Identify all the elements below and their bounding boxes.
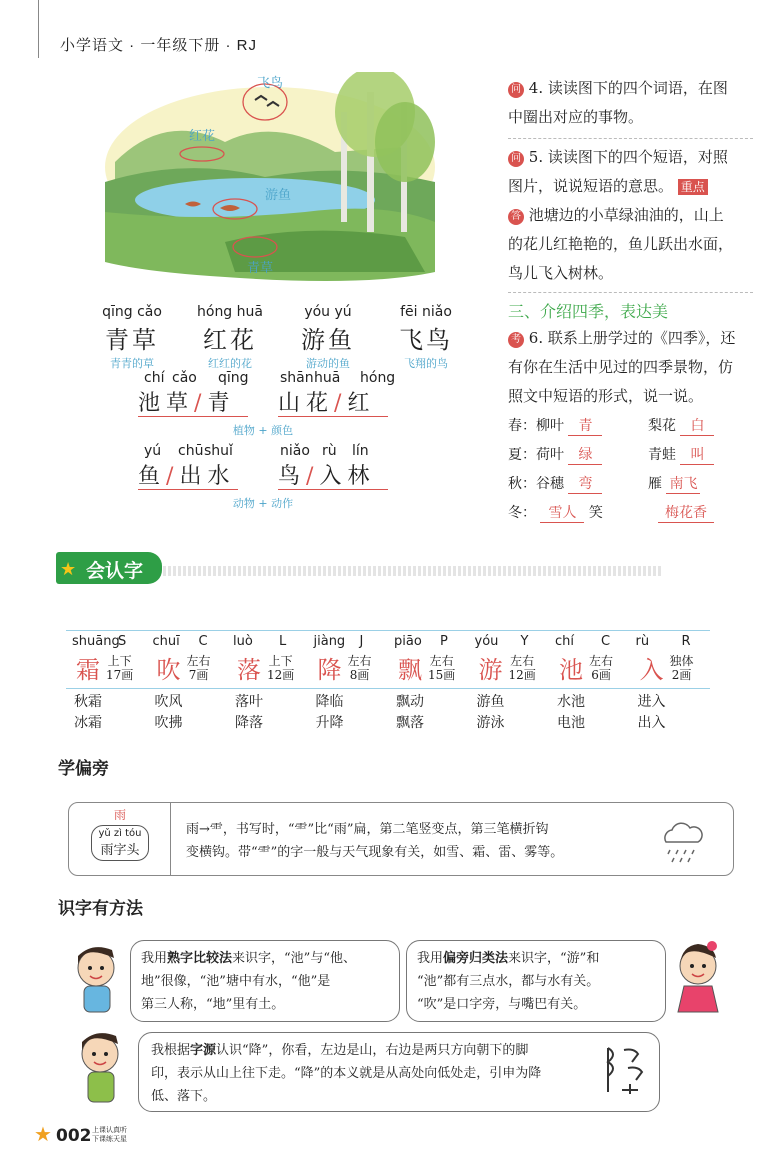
season-answer: 白 [680, 415, 714, 436]
bubble-radical-method [406, 940, 666, 1022]
char-pinyin: shuāng [72, 634, 120, 649]
method-name: 字源 [190, 1043, 217, 1058]
bubble-text-part: 印，表示从山上往下走。“降”的本义就是从高处向低处走，引申为降 [151, 1066, 542, 1081]
key-point-tag: 重点 [678, 179, 708, 195]
label-bird: 飞鸟 [257, 76, 284, 91]
word-item [92, 304, 172, 371]
phrase-pinyin: rù [322, 443, 337, 459]
char-strokes: 15画 [428, 668, 456, 682]
char-info [509, 654, 536, 682]
rain-cloud-icon [660, 816, 704, 866]
section-title: 三、介绍四季，表达美 [508, 304, 669, 321]
char-glyph: 入 [639, 656, 664, 684]
char-word: 飘落 [396, 715, 424, 731]
header-title: 小学语文 · 一年级下册 · RJ [60, 37, 257, 54]
banner-title: 会认字 [86, 560, 144, 582]
answer-line1: 池塘边的小草绿油油的，山上 [528, 206, 724, 224]
phrase-char: 出 [179, 464, 202, 489]
char-word: 飘动 [396, 694, 424, 710]
phrase-pinyin: huā [314, 370, 341, 386]
bubble-text-part: 我根据 [151, 1043, 191, 1058]
char-glyph: 落 [237, 656, 261, 684]
word-gloss: 飞翔的鸟 [404, 357, 448, 370]
right-column [508, 74, 753, 535]
bubble-text-part: 认识“降”，你看，左边是山，右边是两只方向朝下的脚 [216, 1043, 529, 1058]
phrase-char: 池 [138, 391, 161, 416]
char-letter: Y [520, 634, 529, 649]
phrase-char: 红 [347, 391, 370, 416]
phrase-char: 鸟 [278, 464, 301, 489]
bubble-text-part: 第三人称，“地”里有土。 [141, 997, 285, 1012]
season-prefix: 雁 [648, 476, 662, 492]
q4-line1: 4. 读读图下的四个词语，在图 [528, 79, 728, 97]
season-list [508, 415, 753, 535]
slash: / [334, 391, 342, 416]
phrase-pinyin: niǎo [280, 443, 310, 459]
bubble-text-part: 来识字，“池”与“他、 [232, 951, 356, 966]
divider [508, 138, 753, 139]
word-hanzi: 游鱼 [301, 326, 355, 354]
word-hanzi: 红花 [203, 326, 257, 354]
season-prefix: 春：柳叶 [508, 418, 564, 434]
phrase-pinyin: chí [144, 370, 165, 386]
char-glyph: 霜 [76, 656, 100, 684]
radical-name: 雨字头 [100, 843, 140, 858]
char-glyph: 游 [478, 656, 503, 684]
char-word: 降临 [315, 694, 344, 710]
footer-slogan [92, 1126, 127, 1144]
season-row-winter [508, 502, 603, 523]
q6-line1: 6. 联系上册学过的《四季》，还 [528, 329, 736, 347]
slash: / [166, 464, 174, 489]
girl-avatar [668, 938, 728, 1018]
season-row-winter-right [658, 502, 714, 523]
word-hanzi: 飞鸟 [399, 326, 453, 354]
phrase-pinyin: lín [352, 443, 369, 459]
char-word: 出入 [637, 715, 666, 731]
char-info [348, 654, 372, 682]
answer-line3: 鸟儿飞入树林。 [508, 264, 614, 282]
char-pinyin: chí [555, 634, 574, 649]
star-icon: ★ [60, 559, 77, 580]
char-strokes: 12画 [267, 668, 295, 682]
char-words [477, 692, 505, 734]
page-number: 002 [56, 1126, 92, 1146]
boy-avatar [68, 940, 128, 1020]
phrase-pinyin: yú [144, 443, 162, 459]
char-structure: 左右 [510, 654, 535, 668]
season-answer: 雪人 [540, 502, 584, 523]
question-icon: 问 [508, 151, 524, 167]
phrase-char: 水 [207, 464, 230, 489]
char-info [106, 654, 133, 682]
radical-label [72, 806, 168, 861]
char-pinyin: piāo [394, 634, 422, 649]
question-5 [508, 143, 753, 288]
char-letter: L [279, 634, 287, 649]
char-strokes: 17画 [106, 668, 134, 682]
phrase-char: 入 [319, 464, 342, 489]
char-word: 吹拂 [154, 715, 183, 731]
footer-slogan-line: 上课认真听 [92, 1126, 127, 1134]
char-pinyin: rù [635, 634, 650, 649]
char-strokes: 8画 [349, 668, 370, 682]
radical-line: 变横钩。带“⻗”的字一般与天气现象有关，如雪、霜、雷、雾等。 [186, 845, 564, 860]
char-words [638, 692, 666, 734]
season-answer: 弯 [568, 473, 602, 494]
label-fish: 游鱼 [265, 188, 292, 203]
char-glyph: 飘 [398, 656, 422, 684]
word-row-3 [138, 443, 398, 513]
char-word: 落叶 [235, 694, 263, 710]
season-row-autumn [508, 473, 602, 494]
phrase-animal-action [278, 459, 388, 490]
q4-line2: 中圈出对应的事物。 [508, 108, 644, 126]
season-prefix: 冬： [508, 505, 536, 521]
char-word: 冰霜 [74, 715, 102, 731]
char-word: 电池 [557, 715, 585, 731]
season-prefix: 秋：谷穗 [508, 476, 564, 492]
char-pinyin: luò [233, 634, 253, 649]
char-info [267, 654, 294, 682]
char-word: 秋霜 [74, 694, 102, 710]
phrase-char: 林 [347, 464, 370, 489]
char-structure: 上下 [107, 654, 132, 668]
season-answer: 梅花香 [658, 502, 714, 523]
word-gloss: 青青的草 [110, 357, 154, 370]
bubble-text-part: “吹”是口字旁，与嘴巴有关。 [417, 997, 587, 1012]
word-item [288, 304, 368, 371]
bubble-text-part: 我用 [141, 951, 168, 966]
char-glyph: 池 [559, 656, 583, 684]
bubble-text-part: 来识字，“游”和 [508, 951, 600, 966]
bubble-text-part: 低、落下。 [151, 1089, 217, 1104]
char-info [428, 654, 455, 682]
method-heading: 识字有方法 [58, 899, 143, 919]
word-row-2 [138, 370, 398, 440]
phrase-char: 青 [207, 391, 230, 416]
char-letter: R [681, 634, 691, 649]
table-rule [66, 630, 710, 631]
method-name: 偏旁归类法 [443, 951, 509, 966]
answer-line2: 的花儿红艳艳的，鱼儿跃出水面， [508, 235, 734, 253]
word-pinyin: fēi niǎo [400, 304, 452, 320]
pond-illustration [105, 72, 435, 287]
char-letter: S [118, 634, 127, 649]
divider [508, 292, 753, 293]
char-structure: 左右 [186, 654, 211, 668]
q5-line1: 5. 读读图下的四个短语，对照 [528, 148, 728, 166]
char-word: 游泳 [476, 715, 505, 731]
phrase-plant-color [138, 386, 248, 417]
char-pinyin: jiàng [313, 634, 346, 649]
char-table [66, 634, 710, 734]
word-gloss: 红红的花 [208, 357, 252, 370]
radical-pinyin: yǔ zì tóu [98, 828, 142, 839]
season-answer: 南飞 [666, 473, 700, 494]
radical-name-pill [91, 825, 148, 861]
radical-divider [170, 802, 171, 876]
season-row-autumn-right [648, 473, 700, 494]
char-structure: 左右 [589, 654, 614, 668]
char-word: 进入 [637, 694, 666, 710]
season-suffix: 笑 [588, 505, 603, 521]
phrase-caption: 植物 + 颜色 [232, 424, 294, 437]
word-hanzi: 青草 [105, 326, 159, 354]
char-words [396, 692, 424, 734]
char-strokes: 12画 [508, 668, 536, 682]
phrase-pinyin: shuǐ [204, 443, 233, 459]
season-prefix: 青蛙 [648, 447, 676, 463]
radical-heading: 学偏旁 [58, 759, 109, 779]
char-word: 水池 [557, 694, 585, 710]
season-answer: 叫 [680, 444, 714, 465]
char-info [670, 654, 694, 682]
banner-stripe [158, 566, 662, 576]
char-words [74, 692, 102, 734]
char-pinyin: yóu [474, 634, 499, 649]
word-item [386, 304, 466, 371]
answer-icon: 答 [508, 209, 524, 225]
word-pinyin: qīng cǎo [102, 304, 162, 320]
char-words [316, 692, 344, 734]
phrase-char: 花 [306, 391, 329, 416]
phrase-pinyin: shān [280, 370, 314, 386]
char-glyph: 降 [317, 656, 342, 684]
char-info [589, 654, 613, 682]
bubble-text [139, 1033, 659, 1114]
bubble-etymology-method [138, 1032, 660, 1112]
footer-star-icon: ★ [34, 1122, 52, 1146]
word-pinyin: yóu yú [304, 304, 352, 320]
char-strokes: 7画 [188, 668, 209, 682]
season-row-spring [508, 415, 602, 436]
char-word: 游鱼 [476, 694, 505, 710]
radical-line: 雨→⻗，书写时，“⻗”比“雨”扁，第二笔竖变点，第三笔横折钩 [186, 822, 549, 837]
char-structure: 上下 [268, 654, 293, 668]
char-letter: C [198, 634, 208, 649]
radical-explanation [186, 818, 656, 864]
phrase-char: 草 [166, 391, 189, 416]
word-item [190, 304, 270, 371]
char-words [155, 692, 183, 734]
phrase-pinyin: qīng [218, 370, 249, 386]
char-glyph: 吹 [156, 656, 181, 684]
label-grass: 青草 [247, 261, 274, 276]
header-rule [38, 0, 39, 58]
word-row-1 [92, 304, 492, 368]
char-letter: J [359, 634, 364, 649]
q6-line2: 有你在生活中见过的四季景物，仿 [508, 358, 734, 376]
season-row-summer [508, 444, 602, 465]
phrase-pinyin: hóng [360, 370, 396, 386]
char-letter: P [440, 634, 448, 649]
word-pinyin: hóng huā [197, 304, 263, 320]
bubble-compare-method [130, 940, 400, 1022]
phrase-plant-color [278, 386, 388, 417]
char-word: 降落 [235, 715, 263, 731]
bubble-text-part: 我用 [417, 951, 444, 966]
radical-glyph: 雨 [113, 808, 126, 822]
bubble-text [407, 941, 665, 1022]
boy-avatar-2 [72, 1026, 132, 1110]
question-icon: 考 [508, 332, 524, 348]
char-words [235, 692, 263, 734]
char-structure: 独体 [669, 654, 694, 668]
slash: / [194, 391, 202, 416]
method-name: 熟字比较法 [167, 951, 233, 966]
bubble-text-part: “池”都有三点水，都与水有关。 [417, 974, 600, 989]
phrase-pinyin: chū [178, 443, 204, 459]
char-structure: 左右 [347, 654, 372, 668]
phrase-animal-action [138, 459, 238, 490]
phrase-pinyin: cǎo [172, 370, 197, 386]
char-letter: C [601, 634, 611, 649]
phrase-caption: 动物 + 动作 [232, 497, 294, 510]
question-4 [508, 74, 753, 132]
char-info [187, 654, 211, 682]
char-structure: 左右 [429, 654, 454, 668]
char-strokes: 2画 [671, 668, 692, 682]
q5-line2: 图片，说说短语的意思。 [508, 177, 674, 195]
season-answer: 绿 [568, 444, 602, 465]
season-row-summer-right [648, 444, 714, 465]
char-word: 升降 [315, 715, 344, 731]
char-strokes: 6画 [591, 668, 611, 682]
question-6 [508, 324, 753, 411]
phrase-char: 鱼 [138, 464, 161, 489]
footer-slogan-line: 下课练天星 [92, 1135, 127, 1143]
bubble-text [131, 941, 399, 1022]
ancient-jiang-glyph-icon [600, 1040, 650, 1100]
phrase-char: 山 [278, 391, 301, 416]
char-pinyin: chuī [152, 634, 180, 649]
season-prefix: 梨花 [648, 418, 676, 434]
season-row-spring-right [648, 415, 714, 436]
char-words [557, 692, 585, 734]
slash: / [306, 464, 314, 489]
season-answer: 青 [568, 415, 602, 436]
question-icon: 问 [508, 82, 524, 98]
word-gloss: 游动的鱼 [306, 357, 350, 370]
bubble-text-part: 地”很像，“池”塘中有水，“他”是 [141, 974, 331, 989]
q6-line3: 照文中短语的形式，说一说。 [508, 387, 704, 405]
season-prefix: 夏：荷叶 [508, 447, 564, 463]
label-flower: 红花 [189, 129, 216, 144]
char-word: 吹风 [154, 694, 183, 710]
